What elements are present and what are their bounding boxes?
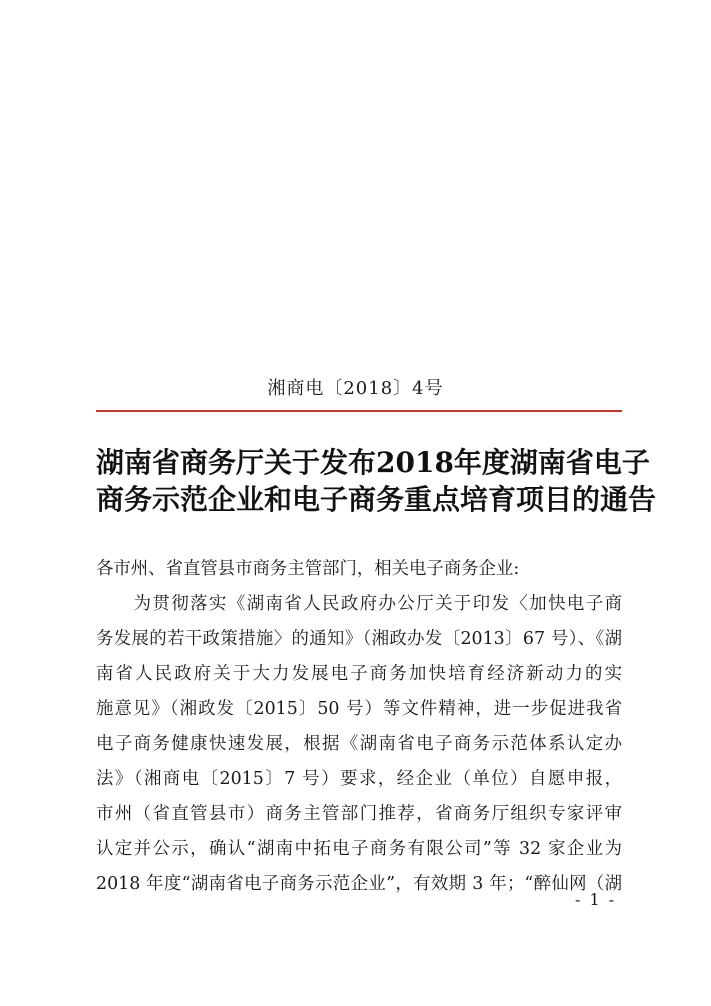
- body-line: 2018 年度“湖南省电子商务示范企业”，有效期 3 年；“醉仙网（湖: [96, 874, 622, 894]
- document-body: [96, 552, 622, 902]
- body-line: 认定并公示，确认“湖南中拓电子商务有限公司”等 32 家企业为: [96, 839, 622, 859]
- title-line-2: 商务示范企业和电子商务重点培育项目的通告: [96, 483, 657, 516]
- body-line: 南省人民政府关于大力发展电子商务加快培育经济新动力的实: [96, 664, 622, 684]
- salutation: 各市州、省直管县市商务主管部门，相关电子商务企业:: [96, 559, 520, 579]
- body-line: 市州（省直管县市）商务主管部门推荐，省商务厅组织专家评审: [96, 804, 622, 824]
- page-number: - 1 -: [575, 890, 617, 909]
- body-line: 电子商务健康快速发展，根据《湖南省电子商务示范体系认定办: [96, 734, 622, 754]
- title-line-1: 湖南省商务厅关于发布2018年度湖南省电子: [96, 446, 650, 479]
- body-line: 法》（湘商电〔2015〕7 号）要求，经企业（单位）自愿申报，: [96, 769, 622, 789]
- body-line: 施意见》（湘政发〔2015〕50 号）等文件精神，进一步促进我省: [96, 699, 622, 719]
- red-divider-line: [96, 410, 622, 412]
- document-title: [96, 444, 657, 518]
- body-line: 为贯彻落实《湖南省人民政府办公厅关于印发〈加快电子商: [96, 594, 622, 614]
- body-line: 务发展的若干政策措施〉的通知》（湘政办发〔2013〕67 号）、《湖: [96, 629, 622, 649]
- document-number: 湘商电〔2018〕4号: [267, 378, 444, 399]
